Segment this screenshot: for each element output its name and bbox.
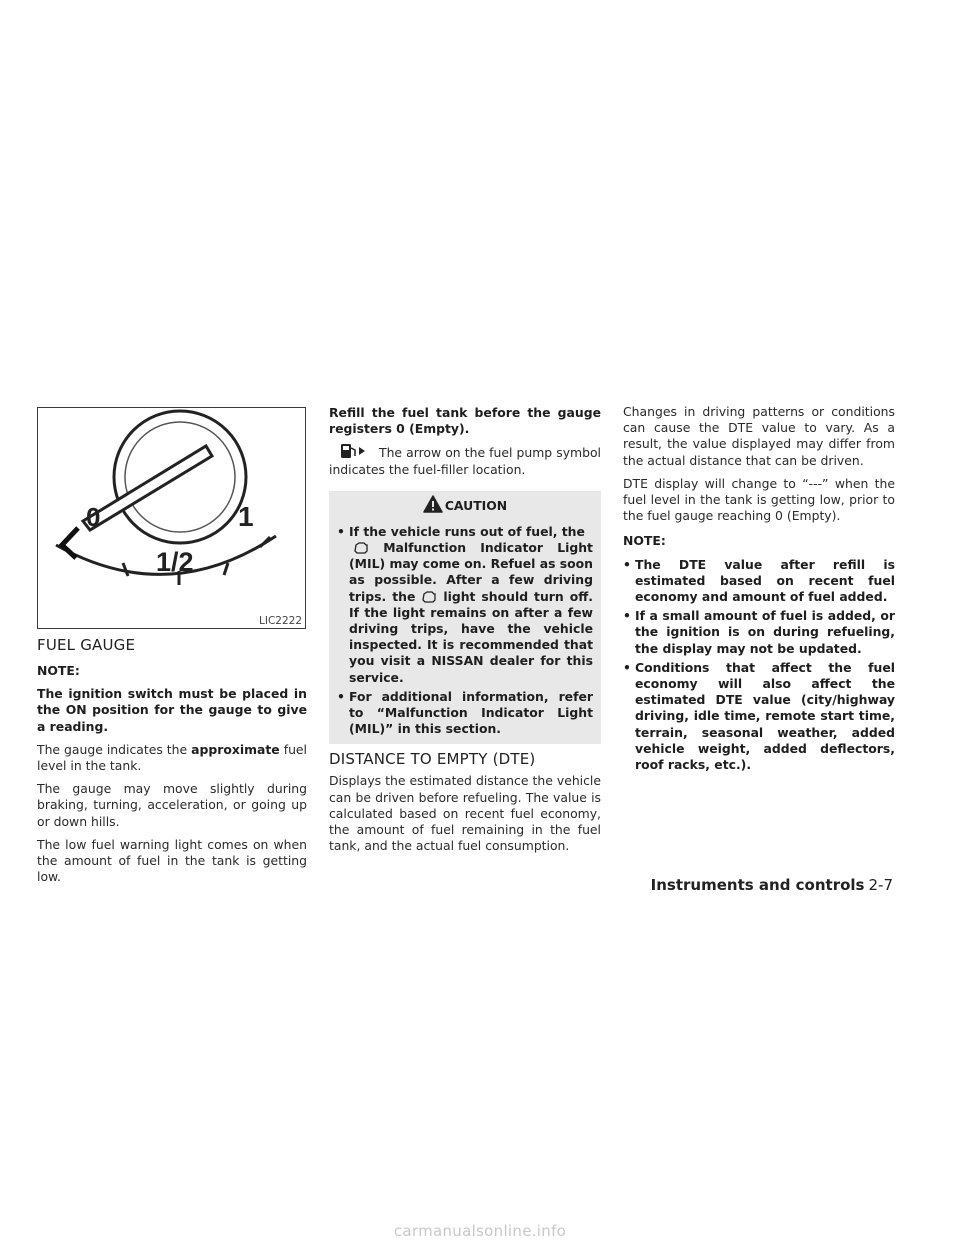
caution-title-text: CAUTION [444, 497, 508, 513]
dte-paragraph-2: Changes in driving patterns or conditions can cause the DTE value to vary. As a result, the value displayed may differ from the actual distance that can be driven. [623, 404, 895, 468]
page-footer [651, 876, 893, 894]
p1-bold: approximate [191, 741, 280, 757]
caution-item-2 [337, 689, 593, 738]
bullet: • [337, 523, 345, 539]
column-fuel-gauge [37, 636, 307, 885]
dte-note-text: The DTE value after refill is estimated based on recent fuel economy and amount of fuel added. [635, 556, 895, 605]
column-dte-continued [623, 404, 895, 773]
dte-note-text: Conditions that affect the fuel economy will also affect the estimated DTE value (city/highway driving, idle time, remote start time, terrain, seasonal weather, added vehicle weight, added deflectors, roof racks, etc.). [635, 659, 895, 773]
gauge-label-full: 1 [238, 501, 254, 532]
footer-section: Instruments and controls [650, 876, 865, 894]
caution-item-1-c: light should turn off. If the light remains on after a few driving trips, have the vehicle inspected. It is recommended that you visit a NISSAN dealer for this service. [349, 588, 593, 685]
arrow-paragraph [329, 443, 601, 477]
warning-triangle-icon [423, 495, 443, 513]
caution-item-1 [337, 524, 593, 686]
bullet: • [623, 659, 631, 675]
dte-note-item [623, 557, 895, 606]
dte-note-text: If a small amount of fuel is added, or the ignition is on during refueling, the display may not be updated. [635, 608, 895, 656]
note-label: NOTE: [37, 663, 80, 678]
bullet: • [337, 688, 345, 704]
engine-check-icon [353, 542, 369, 554]
low-fuel-paragraph: The low fuel warning light comes on when the amount of fuel in the tank is getting low. [37, 836, 307, 885]
dte-heading: DISTANCE TO EMPTY (DTE) [329, 750, 536, 769]
fuel-gauge-figure [37, 407, 306, 629]
dte-paragraph-1: Displays the estimated distance the vehicle can be driven before refueling. The value is calculated based on recent fuel economy, the amount of fuel remaining in the fuel tank, and the actual fuel consumption. [329, 773, 601, 854]
figure-code: LIC2222 [259, 615, 302, 627]
dte-note-label: NOTE: [623, 533, 666, 549]
arrow-text: The arrow on the fuel pump symbol indicates the fuel-filler location. [329, 445, 601, 477]
p1-before: The gauge indicates the [37, 741, 192, 757]
caution-title [337, 495, 593, 516]
watermark: carmanualsonline.info [393, 1222, 567, 1240]
gauge-label-empty: 0 [86, 502, 101, 532]
gauge-label-half: 1/2 [156, 547, 194, 577]
fuel-gauge-heading: FUEL GAUGE [37, 636, 136, 654]
gauge-move-paragraph: The gauge may move slightly during braking, turning, acceleration, or going up or down hills. [37, 781, 307, 829]
engine-check-icon [421, 591, 437, 603]
ignition-note: The ignition switch must be placed in the ON position for the gauge to give a reading. [37, 686, 307, 734]
caution-item-2-text: For additional information, refer to “Malfunction Indicator Light (MIL)” in this section. [349, 688, 593, 737]
fuel-gauge-illustration [38, 408, 305, 628]
footer-page-number: 2-7 [868, 876, 893, 894]
caution-item-1-a: If the vehicle runs out of fuel, the [349, 523, 585, 539]
refill-instruction: Refill the fuel tank before the gauge registers 0 (Empty). [329, 405, 601, 437]
dte-paragraph-3: DTE display will change to “---” when the fuel level in the tank is getting low, prior to the fuel gauge reaching 0 (Empty). [623, 475, 895, 524]
bullet: • [623, 608, 631, 624]
dte-note-item [623, 660, 895, 773]
caution-box [329, 491, 601, 745]
bullet: • [623, 556, 631, 572]
dte-note-item [623, 608, 895, 657]
column-caution-dte [329, 405, 601, 854]
dte-notes-list [623, 557, 895, 774]
gauge-indicates-paragraph [37, 742, 307, 774]
p1-after: fuel level in the tank. [37, 741, 307, 774]
fuel-pump-icon [339, 443, 379, 457]
caution-item-1-b: Malfunction Indicator Light (MIL) may come on. Refuel as soon as possible. After a few driving trips. the [349, 540, 593, 604]
